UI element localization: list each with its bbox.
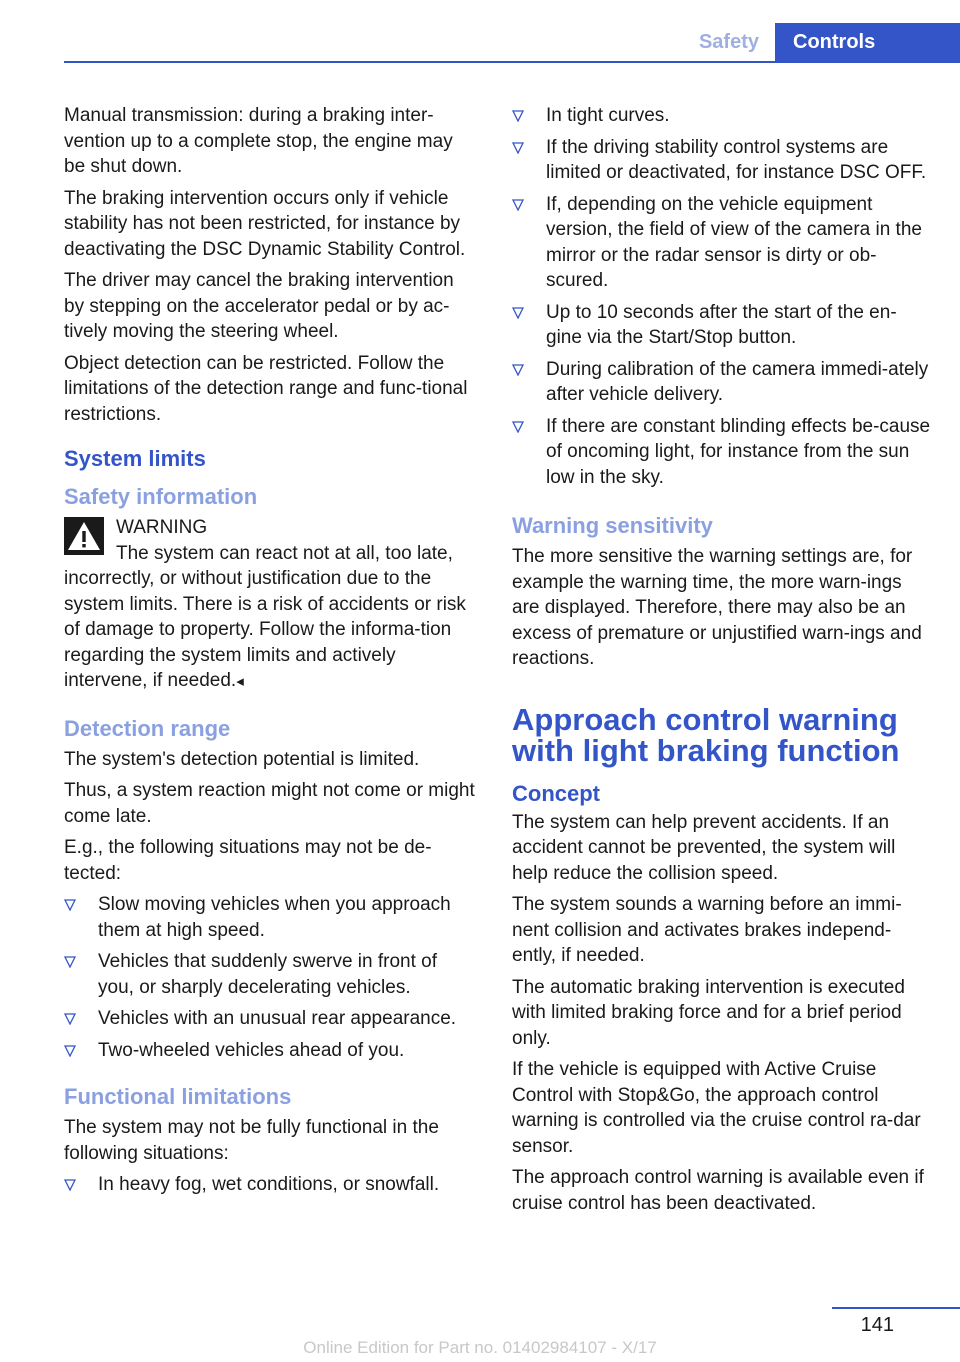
warning-title: WARNING: [116, 517, 208, 538]
list-item: [64, 1038, 478, 1064]
heading-system-limits: System limits: [64, 446, 206, 471]
tab-controls[interactable]: Controls: [775, 23, 960, 62]
list-item-text: Vehicles that suddenly swerve in front of you, or sharply decelerating vehicles.: [98, 951, 438, 998]
triangle-bullet-icon: [512, 357, 528, 376]
paragraph: Manual transmission: during a braking inter‐vention up to a complete stop, the engine may be shut down.: [64, 105, 453, 177]
triangle-bullet-icon: [512, 300, 528, 319]
functional-list: [64, 1172, 478, 1198]
right-column: [512, 103, 932, 1222]
warning-triangle-icon: [64, 517, 104, 555]
heading-concept: Concept: [512, 780, 600, 806]
list-item-text: In heavy fog, wet conditions, or snowfall.: [98, 1174, 440, 1195]
paragraph: The braking intervention occurs only if vehicle stability has not been restricted, for instance by deactivating the DSC Dynamic Stability Control.: [64, 187, 466, 260]
paragraph: The system sounds a warning before an immi‐nent collision and activates brakes independ‐ently, if needed.: [512, 894, 902, 966]
paragraph: The system can help prevent accidents. If an accident cannot be prevented, the system will help reduce the collision speed.: [512, 811, 896, 884]
list-item-text: If the driving stability control systems are limited or deactivated, for instance DSC OFF.: [546, 136, 927, 183]
list-item: [64, 1006, 478, 1032]
page-number: 141: [860, 1314, 894, 1336]
footer-rule: [832, 1307, 960, 1309]
list-item: [512, 357, 932, 408]
warning-text: [64, 541, 478, 695]
list-item: [512, 192, 932, 294]
heading-approach-control-warning: Approach control warning with light braking function: [512, 701, 900, 768]
list-item: [64, 892, 478, 943]
list-item: [512, 135, 932, 186]
list-item-text: Two-wheeled vehicles ahead of you.: [98, 1039, 405, 1061]
triangle-bullet-icon: [64, 1038, 80, 1057]
list-item-text: Slow moving vehicles when you approach them at high speed.: [98, 894, 451, 941]
paragraph: Thus, a system reaction might not come or might come late.: [64, 780, 475, 827]
paragraph: E.g., the following situations may not be de‐tected:: [64, 837, 432, 884]
list-item: [512, 103, 932, 129]
triangle-bullet-icon: [64, 949, 80, 968]
heading-detection-range: Detection range: [64, 715, 231, 741]
list-item: [512, 414, 932, 491]
list-item-text: Vehicles with an unusual rear appearance.: [98, 1008, 457, 1029]
list-item-text: If, depending on the vehicle equipment version, the field of view of the camera in the mirror or the radar sensor is dirty or ob‐scured.: [546, 193, 922, 291]
tab-safety[interactable]: Safety: [683, 23, 775, 62]
footer-edition: Online Edition for Part no. 01402984107 - X/17: [303, 1338, 657, 1357]
warning-body: The system can react not at all, too late, incorrectly, or without justification due to the system limits. There is a risk of accidents or risk of damage to property. Follow the informa‐tion regarding the system limits and actively intervene, if needed.: [64, 542, 466, 691]
list-item-text: During calibration of the camera immedi‐ately after vehicle delivery.: [546, 358, 929, 405]
paragraph: Object detection can be restricted. Follow the limitations of the detection range and func‐tional restrictions.: [64, 352, 468, 425]
functional-list-continued: [512, 103, 932, 490]
triangle-bullet-icon: [64, 1006, 80, 1025]
heading-functional-limitations: Functional limitations: [64, 1084, 292, 1109]
end-mark-icon: ◂: [236, 673, 244, 690]
list-item-text: In tight curves.: [546, 105, 670, 126]
triangle-bullet-icon: [64, 892, 80, 911]
list-item: [64, 949, 478, 1000]
paragraph: The system may not be fully functional in the following situations:: [64, 1117, 439, 1164]
list-item: [64, 1172, 478, 1198]
heading-safety-information: Safety information: [64, 484, 258, 509]
triangle-bullet-icon: [512, 135, 528, 154]
triangle-bullet-icon: [64, 1172, 80, 1191]
heading-warning-sensitivity: Warning sensitivity: [512, 513, 713, 538]
paragraph: If the vehicle is equipped with Active Cruise Control with Stop&Go, the approach control warning is controlled via the cruise control ra‐dar sensor.: [512, 1059, 921, 1157]
paragraph: The system's detection potential is limited.: [64, 748, 420, 770]
list-item: [512, 300, 932, 351]
triangle-bullet-icon: [512, 414, 528, 433]
header-tabs: [683, 23, 960, 62]
detection-list: [64, 892, 478, 1063]
triangle-bullet-icon: [512, 103, 528, 122]
paragraph: The approach control warning is available even if cruise control has been deactivated.: [512, 1167, 924, 1214]
paragraph: The automatic braking intervention is executed with limited braking force and for a brief period only.: [512, 976, 905, 1049]
list-item-text: If there are constant blinding effects be‐cause of oncoming light, for instance from the sun low in the sky.: [546, 415, 931, 488]
triangle-bullet-icon: [512, 192, 528, 211]
paragraph: The driver may cancel the braking intervention by stepping on the accelerator pedal or by ac‐tively moving the steering wheel.: [64, 270, 454, 342]
header-rule: [64, 61, 960, 63]
left-column: [64, 103, 478, 1204]
list-item-text: Up to 10 seconds after the start of the en‐gine via the Start/Stop button.: [546, 301, 897, 348]
warning-block: [64, 515, 478, 695]
paragraph: The more sensitive the warning settings are, for example the warning time, the more warn‐ings are displayed. Therefore, there may also be an excess of premature or unjustified warn‐ings and reactions.: [512, 546, 922, 669]
